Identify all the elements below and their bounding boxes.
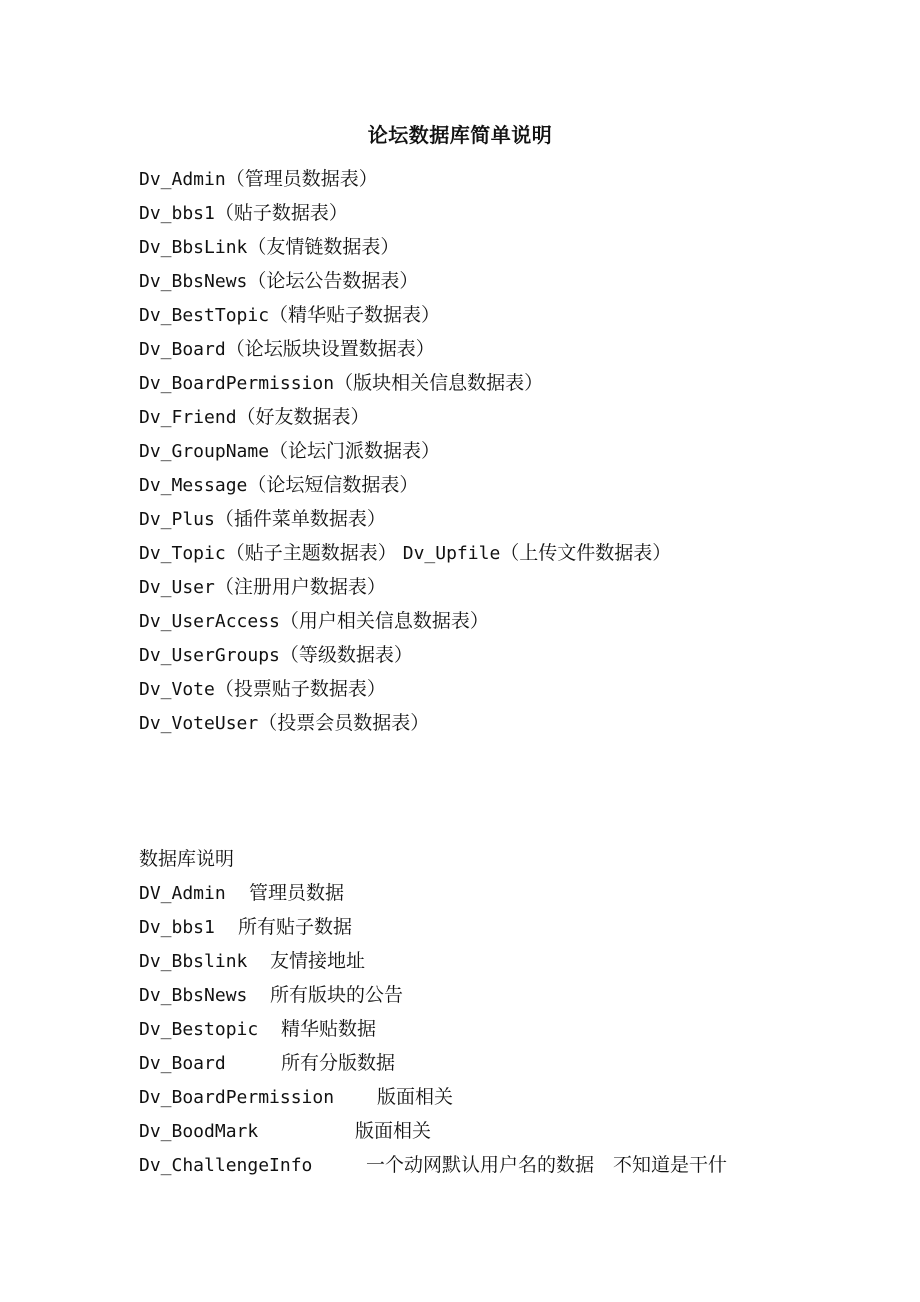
list-item [139, 471, 671, 505]
table-desc: 精华贴数据 [281, 1018, 377, 1040]
table-name: Dv_User [139, 577, 215, 598]
table-name: Dv_UserAccess [139, 611, 280, 632]
table-desc: 所有分版数据 [281, 1052, 396, 1074]
table-name: Dv_Friend [139, 407, 237, 428]
table-desc: （插件菜单数据表） [214, 508, 386, 530]
list-item [139, 165, 671, 199]
table-name: Dv_UserGroups [139, 645, 280, 666]
table-desc: （论坛门派数据表） [269, 440, 441, 462]
list-item [139, 709, 671, 743]
table-desc: 版面相关 [355, 1120, 432, 1142]
table-name: Dv_Board [139, 339, 226, 360]
list-item [139, 539, 671, 573]
table-name: Dv_Bbslink [139, 951, 248, 972]
db-description-list [139, 845, 727, 1185]
table-desc-extra: （上传文件数据表） [500, 542, 672, 564]
list-item [139, 641, 671, 675]
list-item [139, 1049, 727, 1083]
table-name-extra: Dv_Upfile [402, 543, 501, 564]
table-desc: （版块相关信息数据表） [334, 372, 544, 394]
list-item [139, 199, 671, 233]
list-item [139, 913, 727, 947]
table-desc: （投票贴子数据表） [214, 678, 386, 700]
table-name: Dv_Vote [139, 679, 215, 700]
table-desc: （管理员数据表） [225, 168, 378, 190]
table-desc: （贴子主题数据表） [225, 542, 403, 564]
table-desc: 所有贴子数据 [238, 916, 353, 938]
table-desc: （论坛版块设置数据表） [225, 338, 435, 360]
list-item [139, 1151, 727, 1185]
list-item [139, 947, 727, 981]
table-name: Dv_BbsLink [139, 237, 248, 258]
table-name: Dv_BbsNews [139, 985, 248, 1006]
table-desc: 版面相关 [377, 1086, 454, 1108]
table-desc: 一个动网默认用户名的数据 不知道是干什 [366, 1154, 728, 1176]
table-desc: （好友数据表） [236, 406, 370, 428]
table-name: Dv_Plus [139, 509, 215, 530]
table-name: Dv_Admin [139, 169, 226, 190]
table-desc: 管理员数据 [249, 882, 345, 904]
table-name: Dv_Board [139, 1053, 226, 1074]
list-item [139, 607, 671, 641]
table-name: Dv_BoodMark [139, 1121, 259, 1142]
table-list [139, 165, 671, 743]
table-desc: （投票会员数据表） [258, 712, 430, 734]
table-desc: 友情接地址 [270, 950, 366, 972]
table-desc: （论坛公告数据表） [247, 270, 419, 292]
table-name: Dv_ChallengeInfo [139, 1155, 313, 1176]
list-item [139, 573, 671, 607]
table-desc: （注册用户数据表） [214, 576, 386, 598]
list-item [139, 233, 671, 267]
table-name: Dv_bbs1 [139, 203, 215, 224]
table-desc: （用户相关信息数据表） [279, 610, 489, 632]
list-item [139, 675, 671, 709]
table-name: Dv_bbs1 [139, 917, 215, 938]
table-name: Dv_Topic [139, 543, 226, 564]
list-item [139, 1015, 727, 1049]
list-item [139, 335, 671, 369]
table-name: Dv_BoardPermission [139, 373, 335, 394]
table-name: Dv_BestTopic [139, 305, 270, 326]
table-name: Dv_GroupName [139, 441, 270, 462]
list-item [139, 1117, 727, 1151]
list-item [139, 403, 671, 437]
table-name: Dv_Message [139, 475, 248, 496]
table-name: Dv_BoardPermission [139, 1087, 335, 1108]
list-item [139, 879, 727, 913]
table-desc: （论坛短信数据表） [247, 474, 419, 496]
table-name: Dv_Bestopic [139, 1019, 259, 1040]
list-item [139, 437, 671, 471]
list-item [139, 369, 671, 403]
table-desc: 所有版块的公告 [270, 984, 404, 1006]
table-name: Dv_VoteUser [139, 713, 259, 734]
list-item [139, 981, 727, 1015]
table-desc: （精华贴子数据表） [269, 304, 441, 326]
table-name: DV_Admin [139, 883, 226, 904]
list-item [139, 267, 671, 301]
table-desc: （友情链数据表） [247, 236, 400, 258]
list-item [139, 1083, 727, 1117]
table-desc: （贴子数据表） [214, 202, 348, 224]
document-title: 论坛数据库简单说明 [367, 123, 553, 147]
table-desc: （等级数据表） [279, 644, 413, 666]
list-item [139, 505, 671, 539]
list-item [139, 301, 671, 335]
table-name: Dv_BbsNews [139, 271, 248, 292]
section-heading: 数据库说明 [139, 848, 235, 870]
